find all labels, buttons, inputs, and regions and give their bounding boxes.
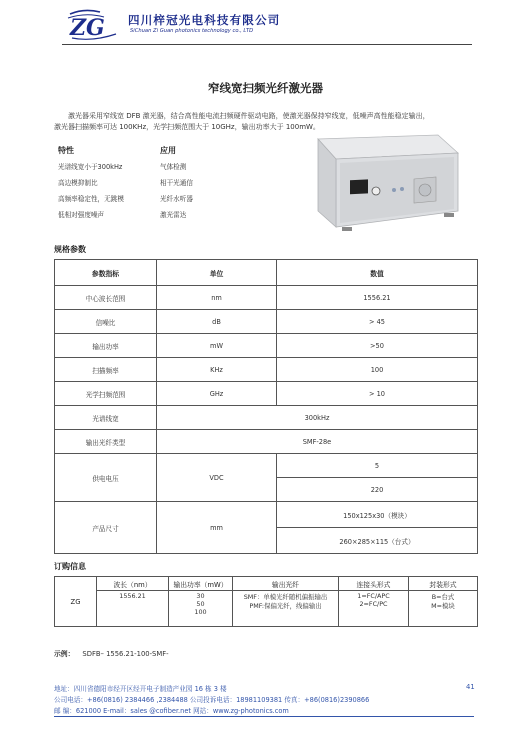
spec-table [54,259,478,554]
spec-value: > 10 [277,382,478,406]
spec-value: 260×285×115（台式） [277,528,478,554]
feature-item: 光谱线宽小于300kHz [58,163,123,171]
spec-row [55,310,478,334]
spec-unit: GHz [157,382,277,406]
spec-value: >50 [277,334,478,358]
svg-text:ZG: ZG [70,15,105,41]
spec-param: 输出光纤类型 [55,430,157,454]
spec-row [55,502,478,528]
order-power [169,591,233,627]
order-wavelength: 1556.21 [97,591,169,627]
spec-unit: mW [157,334,277,358]
order-fiber-option: SMF：单模光纤随机偏振输出 [243,593,328,601]
spec-unit: KHz [157,358,277,382]
spec-row [55,358,478,382]
order-connector-option: 2=FC/PC [359,600,388,608]
spec-value: 300kHz [157,406,478,430]
features-heading: 特性 [58,145,74,155]
order-package-option: M=模块 [431,602,455,610]
order-power-option: 100 [194,608,207,616]
order-package-option: B=台式 [431,593,455,601]
order-package [409,591,478,627]
order-heading: 订购信息 [54,562,86,571]
order-brand: ZG [55,577,97,627]
laser-device-illustration [298,131,462,239]
spec-value: 220 [277,478,478,502]
spec-param: 信噪比 [55,310,157,334]
order-header-package: 封装形式 [409,577,478,591]
spec-value: 1556.21 [277,286,478,310]
order-header-fiber: 输出光纤 [233,577,339,591]
example-label: 示例： [54,650,75,658]
order-power-option: 50 [196,600,205,608]
spec-param: 中心波长范围 [55,286,157,310]
spec-param: 扫描频率 [55,358,157,382]
spec-param: 供电电压 [55,454,157,502]
company-name-cn: 四川梓冠光电科技有限公司 [128,13,281,27]
order-fiber-option: PMF:保偏光纤，线偏输出 [249,602,322,610]
order-connector [339,591,409,627]
footer-rule [54,716,474,717]
feature-item: 高边模抑制比 [58,179,98,187]
application-item: 气体检测 [160,163,187,171]
footer-phone: 公司电话：+86(0816) 2384466 ,2384488 公司投诉电话：18981109381 传真：+86(0816)2390866 [54,696,370,704]
spec-param: 光谱线宽 [55,406,157,430]
spec-value: SMF-28e [157,430,478,454]
order-connector-option: 1=FC/APC [357,592,390,600]
applications-heading: 应用 [160,145,176,155]
spec-value: > 45 [277,310,478,334]
intro-line-1: 激光器采用窄线宽 DFB 激光器，结合高性能电流扫频硬件驱动电路，使激光器保持窄线宽，低噪声高性能稳定输出， [68,112,430,120]
spec-row [55,334,478,358]
page-title: 窄线宽扫频光纤激光器 [208,81,323,95]
spec-header-value: 数值 [277,260,478,286]
spec-row [55,382,478,406]
footer-address: 地址：四川省德阳市经开区经开电子制造产业园 16 栋 3 楼 [54,685,227,693]
spec-param: 光学扫频范围 [55,382,157,406]
order-example [54,648,169,658]
order-power-option: 30 [196,592,205,600]
footer-postal: 邮 编：621000 E-mail：sales @cofiber.net 网站：www.zg-photonics.com [54,707,289,715]
spec-row [55,286,478,310]
order-table [54,576,478,627]
spec-row [55,454,478,478]
spec-value: 5 [277,454,478,478]
zg-logo-icon [66,8,124,42]
order-header-connector: 连接头形式 [339,577,409,591]
order-header-power: 输出功率（mW） [169,577,233,591]
application-item: 光纤水听器 [160,195,193,203]
company-name-en: SiChuan Zi Guan photonics technology co., LTD [130,28,254,34]
spec-unit: VDC [157,454,277,502]
spec-unit: dB [157,310,277,334]
spec-header-param: 参数指标 [55,260,157,286]
spec-unit: mm [157,502,277,554]
feature-item: 低相对强度噪声 [58,211,105,219]
spec-param: 产品尺寸 [55,502,157,554]
spec-row [55,406,478,430]
specs-heading: 规格参数 [54,245,86,254]
feature-item: 高频率稳定性，无跳模 [58,195,124,203]
order-fiber [233,591,339,627]
spec-value: 100 [277,358,478,382]
spec-unit: nm [157,286,277,310]
intro-line-2: 激光器扫描频率可达 100KHz，光学扫频范围大于 10GHz，输出功率大于 100mW。 [54,123,320,131]
page-number: 41 [466,683,475,691]
application-item: 相干光通信 [160,179,193,187]
spec-row [55,430,478,454]
spec-header-unit: 单位 [157,260,277,286]
order-options-row [55,591,478,627]
example-value: SDFB– 1556.21-100-SMF- [82,650,169,658]
header-rule [62,44,472,45]
spec-header-row [55,260,478,286]
spec-value: 150x125x30（模块） [277,502,478,528]
spec-param: 输出功率 [55,334,157,358]
order-header-row [55,577,478,591]
order-header-wavelength: 波长（nm） [97,577,169,591]
application-item: 激光雷达 [160,211,187,219]
